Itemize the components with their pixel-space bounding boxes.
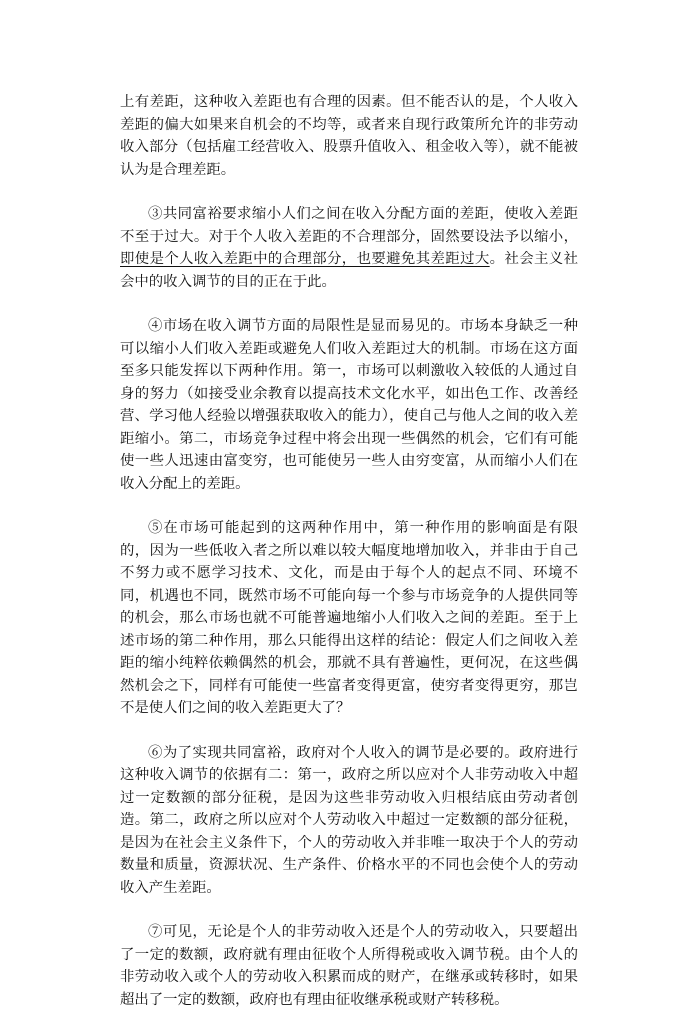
paragraph-6: ⑥为了实现共同富裕，政府对个人收入的调节是必要的。政府进行这种收入调节的依据有二：第一，政府之所以应对个人非劳动收入中超过一定数额的部分征税，是因为这些非劳动收入归根结底由劳动者创造。第二，政府之所以应对个人劳动收入中超过一定数额的部分征税，是因为在社会主义条件下，个人的劳动收入并非唯一取决于个人的劳动数量和质量，资源状况、生产条件、价格水平的不同也会使个人的劳动收入产生差距。 [120, 744, 578, 896]
article-body [120, 91, 578, 1033]
paragraph-7: ⑦可见，无论是个人的非劳动收入还是个人的劳动收入，只要超出了一定的数额，政府就有理由征收个人所得税或收入调节税。由个人的非劳动收入或个人的劳动收入积累而成的财产，在继承或转移时，如果超出了一定的数额，政府也有理由征收继承税或财产转移税。 [120, 924, 578, 1008]
paragraph-4: ④市场在收入调节方面的局限性是显而易见的。市场本身缺乏一种可以缩小人们收入差距或避免人们收入差距过大的机制。市场在这方面至多只能发挥以下两种作用。第一，市场可以刺激收入较低的人通过自身的努力（如接受业余教育以提高技术文化水平，如出色工作、改善经营、学习他人经验以增强获取收入的能力），使自己与他人之间的收入差距缩小。第二，市场竞争过程中将会出现一些偶然的机会，它们有可能使一些人迅速由富变穷，也可能使另一些人由穷变富，从而缩小人们在收入分配上的差距。 [120, 318, 578, 492]
paragraph-continuation: 上有差距，这种收入差距也有合理的因素。但不能否认的是，个人收入差距的偏大如果来自机会的不均等，或者来自现行政策所允许的非劳动收入部分（包括雇工经营收入、股票升值收入、租金收入等），就不能被认为是合理差距。 [120, 94, 578, 178]
paragraph-3-text-before: ③共同富裕要求缩小人们之间在收入分配方面的差距，使收入差距不至于过大。对于个人收入差距的不合理部分，固然要设法予以缩小， [120, 206, 578, 245]
paragraph-3-text-after: 。社会主义社会中的收入调节的目的正在于此。 [120, 251, 578, 290]
paragraph-5: ⑤在市场可能起到的这两种作用中，第一种作用的影响面是有限的，因为一些低收入者之所以难以较大幅度地增加收入，并非由于自己不努力或不愿学习技术、文化，而是由于每个人的起点不同、环境不同，机遇也不同，既然市场不可能向每一个参与市场竞争的人提供同等的机会，那么市场也就不可能普遍地缩小人们收入之间的差距。至于上述市场的第二种作用，那么只能得出这样的结论：假定人们之间收入差距的缩小纯粹依赖偶然的机会，那就不具有普遍性，更何况，在这些偶然机会之下，同样有可能使一些富者变得更富，使穷者变得更穷，那岂不是使人们之间的收入差距更大了？ [120, 520, 578, 716]
paragraph-3 [120, 203, 578, 293]
paragraph-3-underlined-sentence: 即使是个人收入差距中的合理部分，也要避免其差距过大 [120, 251, 490, 267]
